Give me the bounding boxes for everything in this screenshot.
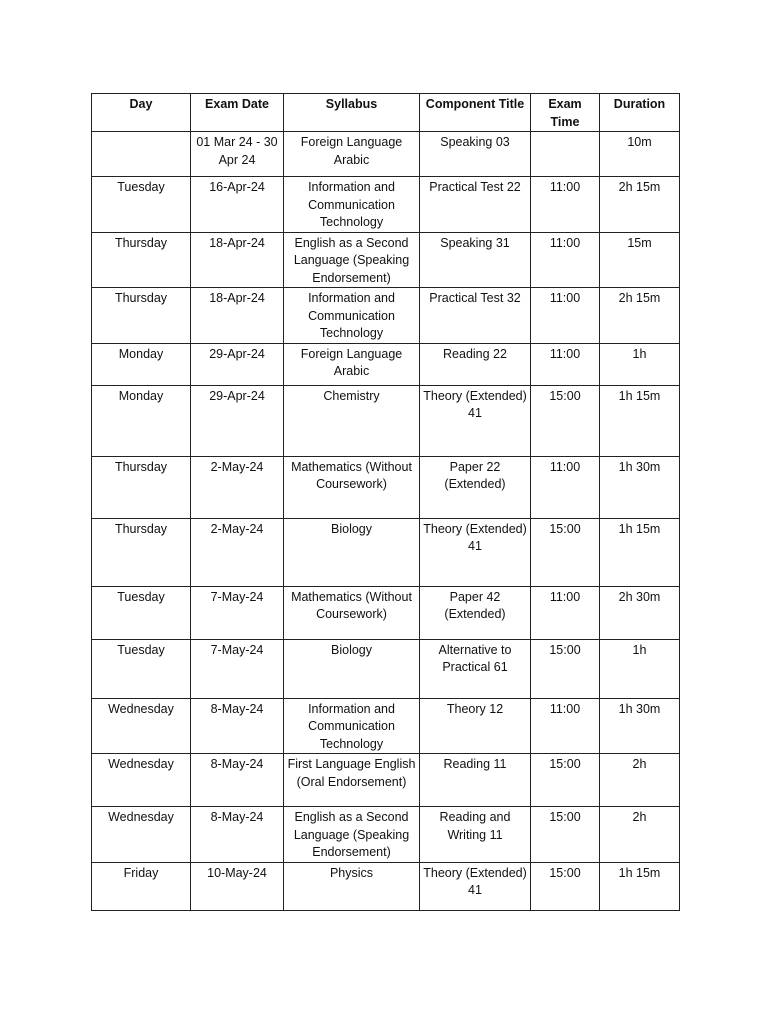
cell-component-title: Theory (Extended) 41 [420,518,531,586]
cell-day: Wednesday [92,807,191,863]
cell-day: Tuesday [92,586,191,639]
cell-day: Tuesday [92,177,191,233]
table-row [92,862,680,910]
cell-duration: 15m [600,232,680,288]
header-row [92,94,680,132]
cell-syllabus: Biology [284,518,420,586]
cell-syllabus: English as a Second Language (Speaking Endorsement) [284,807,420,863]
cell-duration: 1h 30m [600,698,680,754]
cell-exam-date: 10-May-24 [191,862,284,910]
cell-exam-time: 11:00 [531,586,600,639]
cell-exam-time: 11:00 [531,698,600,754]
cell-exam-date: 2-May-24 [191,518,284,586]
cell-day: Monday [92,385,191,456]
table-row [92,456,680,518]
cell-exam-time: 15:00 [531,639,600,698]
cell-exam-date: 01 Mar 24 - 30 Apr 24 [191,132,284,177]
cell-duration: 2h [600,807,680,863]
cell-exam-date: 7-May-24 [191,639,284,698]
cell-exam-time: 11:00 [531,177,600,233]
cell-component-title: Reading and Writing 11 [420,807,531,863]
table-row [92,518,680,586]
cell-component-title: Reading 11 [420,754,531,807]
table-row [92,343,680,385]
cell-day: Wednesday [92,698,191,754]
cell-syllabus: Foreign Language Arabic [284,132,420,177]
cell-component-title: Speaking 03 [420,132,531,177]
table-row [92,177,680,233]
table-row [92,639,680,698]
cell-duration: 1h 15m [600,518,680,586]
cell-duration: 1h [600,639,680,698]
cell-component-title: Theory (Extended) 41 [420,862,531,910]
table-row [92,698,680,754]
cell-duration: 10m [600,132,680,177]
exam-schedule-table [91,93,680,911]
table-row [92,754,680,807]
cell-day: Monday [92,343,191,385]
cell-duration: 2h 15m [600,288,680,344]
cell-duration: 1h 15m [600,385,680,456]
cell-component-title: Alternative to Practical 61 [420,639,531,698]
cell-exam-time: 11:00 [531,232,600,288]
cell-exam-date: 2-May-24 [191,456,284,518]
table-row [92,132,680,177]
cell-duration: 1h 15m [600,862,680,910]
header-duration: Duration [600,94,680,132]
cell-component-title: Theory (Extended) 41 [420,385,531,456]
cell-exam-date: 29-Apr-24 [191,385,284,456]
cell-exam-date: 8-May-24 [191,754,284,807]
cell-day: Wednesday [92,754,191,807]
cell-component-title: Speaking 31 [420,232,531,288]
cell-exam-date: 18-Apr-24 [191,288,284,344]
cell-duration: 2h 30m [600,586,680,639]
header-exam-date: Exam Date [191,94,284,132]
cell-exam-date: 18-Apr-24 [191,232,284,288]
cell-day: Thursday [92,518,191,586]
cell-exam-time [531,132,600,177]
cell-exam-date: 8-May-24 [191,698,284,754]
cell-day: Tuesday [92,639,191,698]
cell-day: Thursday [92,456,191,518]
cell-day: Friday [92,862,191,910]
cell-exam-time: 15:00 [531,807,600,863]
cell-syllabus: Physics [284,862,420,910]
cell-exam-time: 15:00 [531,518,600,586]
cell-syllabus: First Language English (Oral Endorsement) [284,754,420,807]
table-row [92,586,680,639]
cell-exam-date: 7-May-24 [191,586,284,639]
cell-duration: 1h [600,343,680,385]
cell-syllabus: Information and Communication Technology [284,698,420,754]
cell-exam-time: 11:00 [531,456,600,518]
cell-syllabus: Mathematics (Without Coursework) [284,586,420,639]
header-day: Day [92,94,191,132]
cell-component-title: Paper 22 (Extended) [420,456,531,518]
header-exam-time: Exam Time [531,94,600,132]
cell-component-title: Practical Test 32 [420,288,531,344]
cell-component-title: Reading 22 [420,343,531,385]
cell-duration: 2h 15m [600,177,680,233]
cell-exam-time: 11:00 [531,343,600,385]
cell-component-title: Practical Test 22 [420,177,531,233]
cell-exam-time: 11:00 [531,288,600,344]
cell-exam-date: 29-Apr-24 [191,343,284,385]
cell-syllabus: Information and Communication Technology [284,177,420,233]
header-component-title: Component Title [420,94,531,132]
table-row [92,807,680,863]
table-row [92,232,680,288]
cell-syllabus: Foreign Language Arabic [284,343,420,385]
cell-exam-time: 15:00 [531,862,600,910]
cell-syllabus: English as a Second Language (Speaking Endorsement) [284,232,420,288]
cell-syllabus: Information and Communication Technology [284,288,420,344]
table-row [92,288,680,344]
cell-day [92,132,191,177]
cell-exam-time: 15:00 [531,385,600,456]
cell-exam-date: 8-May-24 [191,807,284,863]
cell-day: Thursday [92,232,191,288]
cell-syllabus: Chemistry [284,385,420,456]
cell-exam-time: 15:00 [531,754,600,807]
cell-duration: 1h 30m [600,456,680,518]
cell-duration: 2h [600,754,680,807]
cell-day: Thursday [92,288,191,344]
header-syllabus: Syllabus [284,94,420,132]
cell-exam-date: 16-Apr-24 [191,177,284,233]
cell-component-title: Theory 12 [420,698,531,754]
table-header [92,94,680,132]
cell-syllabus: Biology [284,639,420,698]
table-row [92,385,680,456]
cell-component-title: Paper 42 (Extended) [420,586,531,639]
cell-syllabus: Mathematics (Without Coursework) [284,456,420,518]
table-body [92,132,680,911]
